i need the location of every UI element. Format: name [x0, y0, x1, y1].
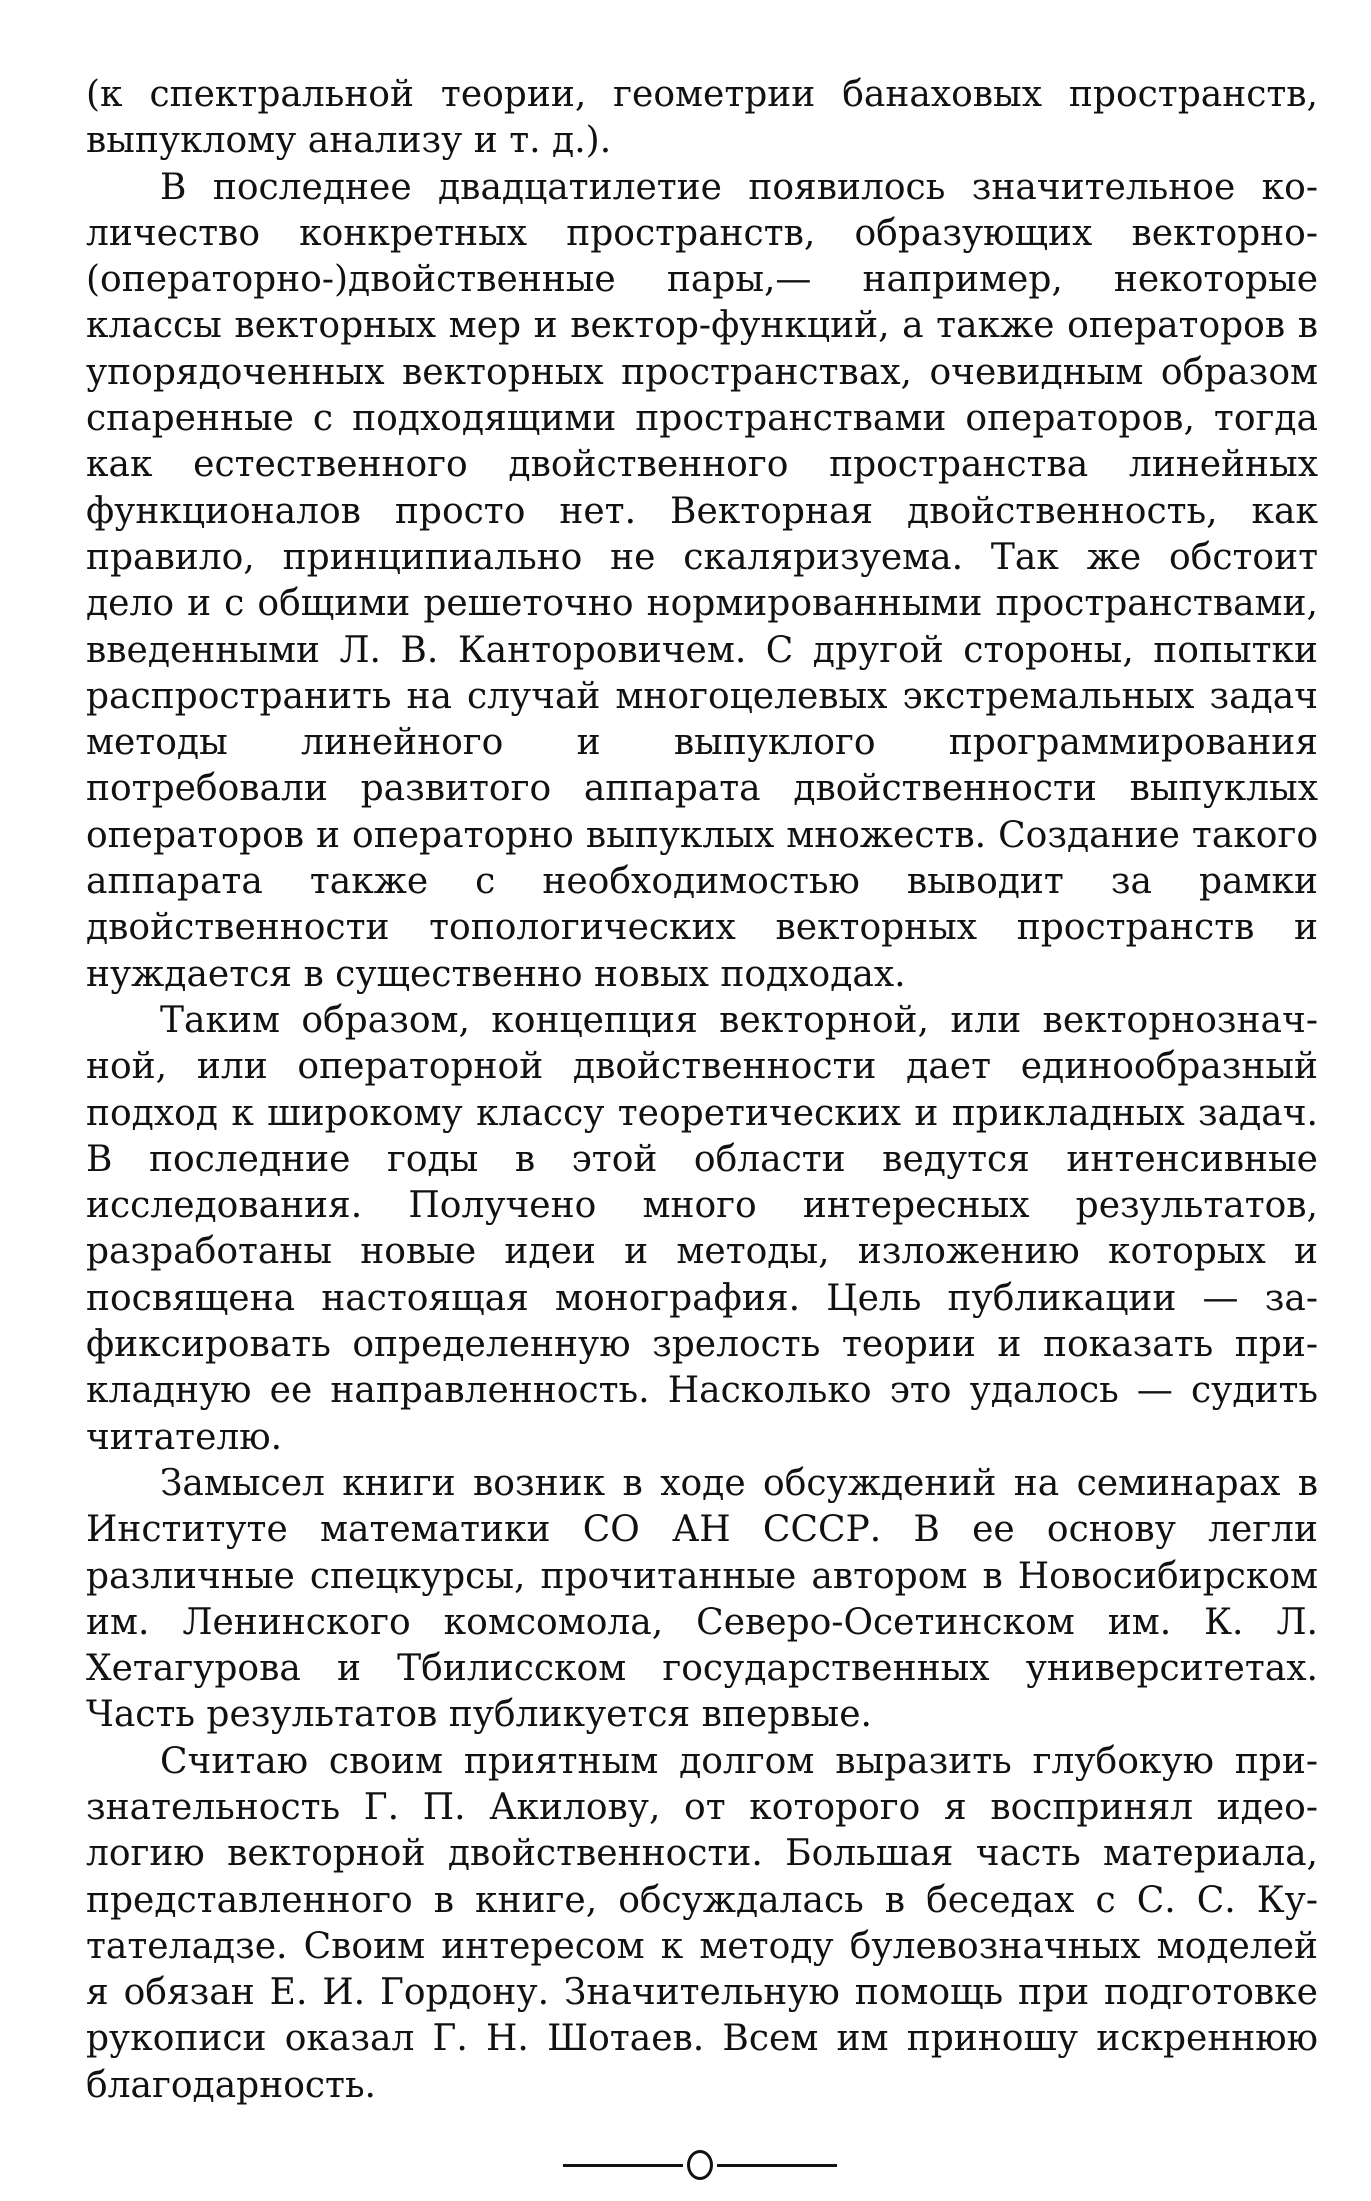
paragraph-origin: Замысел книги возник в ходе обсуждений на семинарах в Институте математики СО АН СССР. В ее основу легли различные спецкурсы, прочитанные автором в Новосибирском им. Ленинского комсомола, Северо-Осетинском им. К. Л. Хетагурова и Тбилисском государственных университетах. Часть результатов публикуется впервые.: [86, 1462, 1318, 1736]
paragraph-acknowledgements: Считаю своим приятным долгом выразить глубокую признательность Г. П. Акилову, от которого я воспринял идеологию векторной двойственности. Большая часть материала, представленного в книге, обсуждалась в беседах с С. С. Кутателадзе. Своим интересом к методу булевозначных моделей я обязан Е. И. Гордону. Значительную помощь при подготовке рукописи оказал Г. Н. Шотаев. Всем им приношу искреннюю благодарность.: [86, 1740, 1318, 2106]
end-ornament: [545, 2150, 855, 2180]
ornament-circle-icon: [687, 2150, 713, 2180]
ornament-left-rule: [563, 2164, 683, 2167]
page-body: [86, 72, 1318, 2109]
paragraph-concrete-spaces: В последнее двадцатилетие появилось значительное количество конкретных пространств, образующих векторно-(операторно-)двойственные пары,— например, некоторые классы векторных мер и вектор-функций, а также операторов в упорядоченных векторных пространствах, очевидным образом спаренные с подходящими пространствами операторов, тогда как естественного двойственного пространства линейных функционалов просто нет. Векторная двойственность, как правило, принципиально не скаляризуема. Так же обстоит дело и с общими решеточно нормированными пространствами, введенными Л. В. Канторовичем. С другой стороны, попытки распространить на случай многоцелевых экстремальных задач методы линейного и выпуклого программирования потребовали развитого аппарата двойственности выпуклых операторов и операторно выпуклых множеств. Создание такого аппарата также с необходимостью выводит за рамки двойственности топологических векторных пространств и нуждается в существенно новых подходах.: [86, 166, 1318, 995]
ornament-right-rule: [717, 2164, 837, 2167]
paragraph-concept: Таким образом, концепция векторной, или векторнозначной, или операторной двойственности дает единообразный подход к широкому классу теоретических и прикладных задач. В последние годы в этой области ведутся интенсивные исследования. Получено много интересных результатов, разработаны новые идеи и методы, изложению которых и посвящена настоящая монография. Цель публикации — зафиксировать определенную зрелость теории и показать прикладную ее направленность. Насколько это удалось — судить читателю.: [86, 999, 1318, 1458]
paragraph-continuation: (к спектральной теории, геометрии банаховых пространств, выпуклому анализу и т. д.).: [86, 74, 1318, 162]
